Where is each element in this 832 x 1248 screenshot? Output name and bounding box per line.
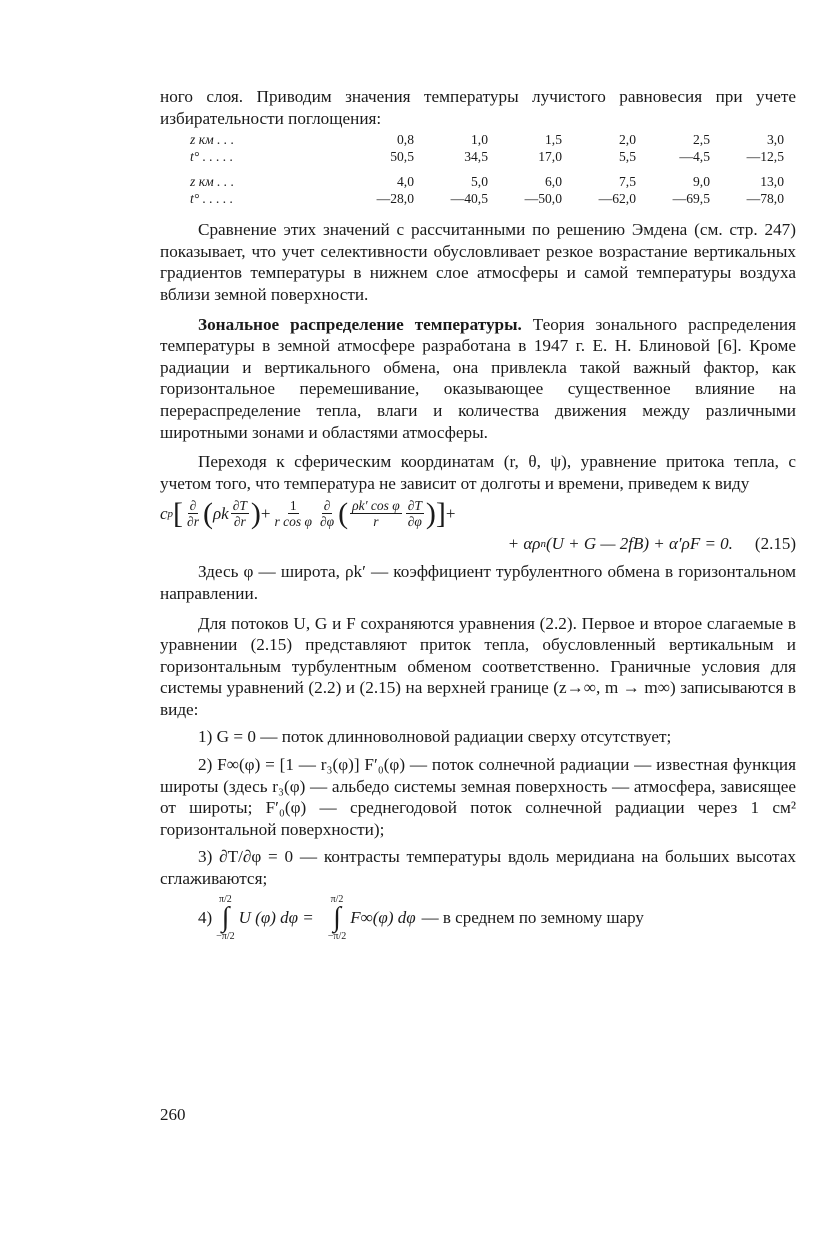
table-cell: —4,5 [679, 149, 710, 165]
item-number: 4) [198, 907, 213, 927]
intro-paragraph: ного слоя. Приводим значения температуры лучистого равновесия при учете избирательности поглощения: [160, 87, 796, 128]
fraction: $\frac{\text{ρk′ cos φ}}{r}$ [352, 498, 400, 530]
math-symbol: ρk [212, 503, 229, 523]
boundary-condition-3: 3) ∂T/∂φ = 0 — контрасты температуры вдоль меридиана на больших высотах сглаживаются; [160, 847, 796, 889]
table-cell: —28,0 [376, 191, 414, 207]
table-cell: 13,0 [760, 174, 784, 190]
row-label-t: t° . . . . . [190, 191, 234, 207]
integral-lower-limit: −π/2 [327, 930, 347, 942]
equation-line-1 [160, 498, 796, 529]
table-cell: —78,0 [746, 191, 784, 207]
integral [328, 894, 346, 942]
condition-text: — в среднем по земному шару [421, 907, 644, 927]
zonal-text: Теория зонального распределения температуры в земной атмосфере разработана в 1947 г. Е. Н. Блиновой [6]. Кроме радиации и вертикального обмена, она привлекла такой важный фактор, как горизонтальное перемешивание, оказывающее существенное влияние на перераспределение тепла, влаги и количества движения между различными широтными зонами и областями атмосферы. [160, 314, 797, 442]
math-operator: + [260, 503, 271, 523]
table-cell: 5,0 [471, 174, 488, 190]
fraction: $\frac{\partial}{\partial r}$ [187, 498, 199, 530]
fraction: $\frac{\partial}{\partial\varphi}$ [319, 498, 335, 530]
row-label-z: z км . . . [190, 132, 235, 148]
math-term: + αρ [507, 534, 541, 554]
table-cell: 0,8 [397, 132, 414, 148]
table-cell: 2,0 [619, 132, 636, 148]
table-cell: 4,0 [397, 174, 414, 190]
math-subscript: n [540, 538, 546, 551]
table-cell: 9,0 [693, 174, 710, 190]
boundary-condition-4 [160, 894, 796, 942]
paren-close: ) [250, 496, 261, 530]
fraction: $\frac{\partial T}{\partial\varphi}$ [407, 498, 422, 530]
table-cell: —62,0 [598, 191, 636, 207]
table-row [190, 173, 784, 190]
comparison-paragraph: Сравнение этих значений с рассчитанными по решению Эмдена (см. стр. 247) показывает, что учет селективности обусловливает резкое возрастание вертикальных градиентов температуры в нижнем слое атмосферы и самой температуры воздуха вблизи земной поверхности. [160, 220, 796, 304]
integral-expression: U (φ) dφ = [238, 907, 314, 927]
section-heading: Зональное распределение температуры. [198, 314, 522, 334]
table-cell: 5,5 [619, 149, 636, 165]
math-subscript: p [167, 507, 174, 520]
equation-number: (2.15) [754, 534, 796, 554]
flows-paragraph: Для потоков U, G и F сохраняются уравнения (2.2). Первое и второе слагаемые в уравнении (2.15) представляют приток тепла, обусловленный вертикальным и горизонтальным турбулентным обменом соответственно. Граничные условия для системы уравнений (2.2) и (2.15) на верхней границе (z→∞, m → m∞) записываются в виде: [160, 613, 796, 719]
integral-lower-limit: −π/2 [216, 930, 235, 942]
integral [216, 894, 234, 942]
integral-upper-limit: π/2 [330, 893, 344, 905]
equation-line-2 [160, 533, 796, 555]
bracket-open: [ [173, 496, 184, 530]
definition-paragraph: Здесь φ — широта, ρk′ — коэффициент турбулентного обмена в горизонтальном направлении. [160, 562, 796, 603]
table-cell: 7,5 [619, 174, 636, 190]
page-body [160, 86, 796, 942]
math-operator: + [445, 503, 456, 523]
paren-open: ( [202, 496, 213, 530]
math-symbol: c [160, 503, 168, 523]
page-number: 260 [160, 1105, 186, 1124]
bracket-close: ] [435, 496, 446, 530]
spherical-paragraph: Переходя к сферическим координатам (r, θ, ψ), уравнение притока тепла, с учетом того, что температура не зависит от долготы и времени, приведем к виду [160, 452, 796, 493]
table-cell: 1,5 [545, 132, 562, 148]
table-cell: 2,5 [693, 132, 710, 148]
row-label-z: z км . . . [190, 174, 235, 190]
zonal-paragraph [160, 314, 796, 444]
equation-2-15 [160, 498, 796, 555]
paren-close: ) [425, 496, 436, 530]
table-cell: —40,5 [450, 191, 488, 207]
fraction: $\frac{1}{\text{r cos φ}}$ [274, 498, 312, 530]
radiative-equilibrium-table-1 [190, 131, 784, 165]
table-cell: 34,5 [464, 149, 488, 165]
table-row [190, 131, 784, 148]
integral-sign: ∫ [333, 901, 341, 933]
paren-open: ( [338, 496, 349, 530]
row-label-t: t° . . . . . [190, 149, 234, 165]
table-cell: —12,5 [746, 149, 784, 165]
table-cell: 6,0 [545, 174, 562, 190]
integral-upper-limit: π/2 [218, 893, 232, 905]
table-cell: 3,0 [767, 132, 784, 148]
fraction: $\frac{\partial T}{\partial r}$ [232, 498, 247, 530]
integral-expression: F∞(φ) dφ [350, 907, 416, 927]
table-cell: 17,0 [538, 149, 562, 165]
table-cell: 1,0 [471, 132, 488, 148]
table-row [190, 148, 784, 165]
integral-sign: ∫ [221, 901, 230, 933]
table-cell: 50,5 [390, 149, 414, 165]
math-term: (U + G — 2fB) + α′ρF = 0. [545, 534, 733, 554]
table-cell: —69,5 [672, 191, 710, 207]
boundary-condition-2: 2) F∞(φ) = [1 — r₃(φ)] F′₀(φ) — поток солнечной радиации — известная функция широты (здесь r₃(φ) — альбедо системы земная поверхность — атмосфера, зависящее от широты; F′₀(φ) — среднегодовой поток солнечной радиации через 1 см² горизонтальной поверхности); [160, 755, 796, 839]
table-row [190, 190, 784, 207]
table-cell: —50,0 [524, 191, 562, 207]
boundary-condition-1: 1) G = 0 — поток длинноволновой радиации сверху отсутствует; [198, 727, 672, 747]
radiative-equilibrium-table-2 [190, 173, 784, 207]
